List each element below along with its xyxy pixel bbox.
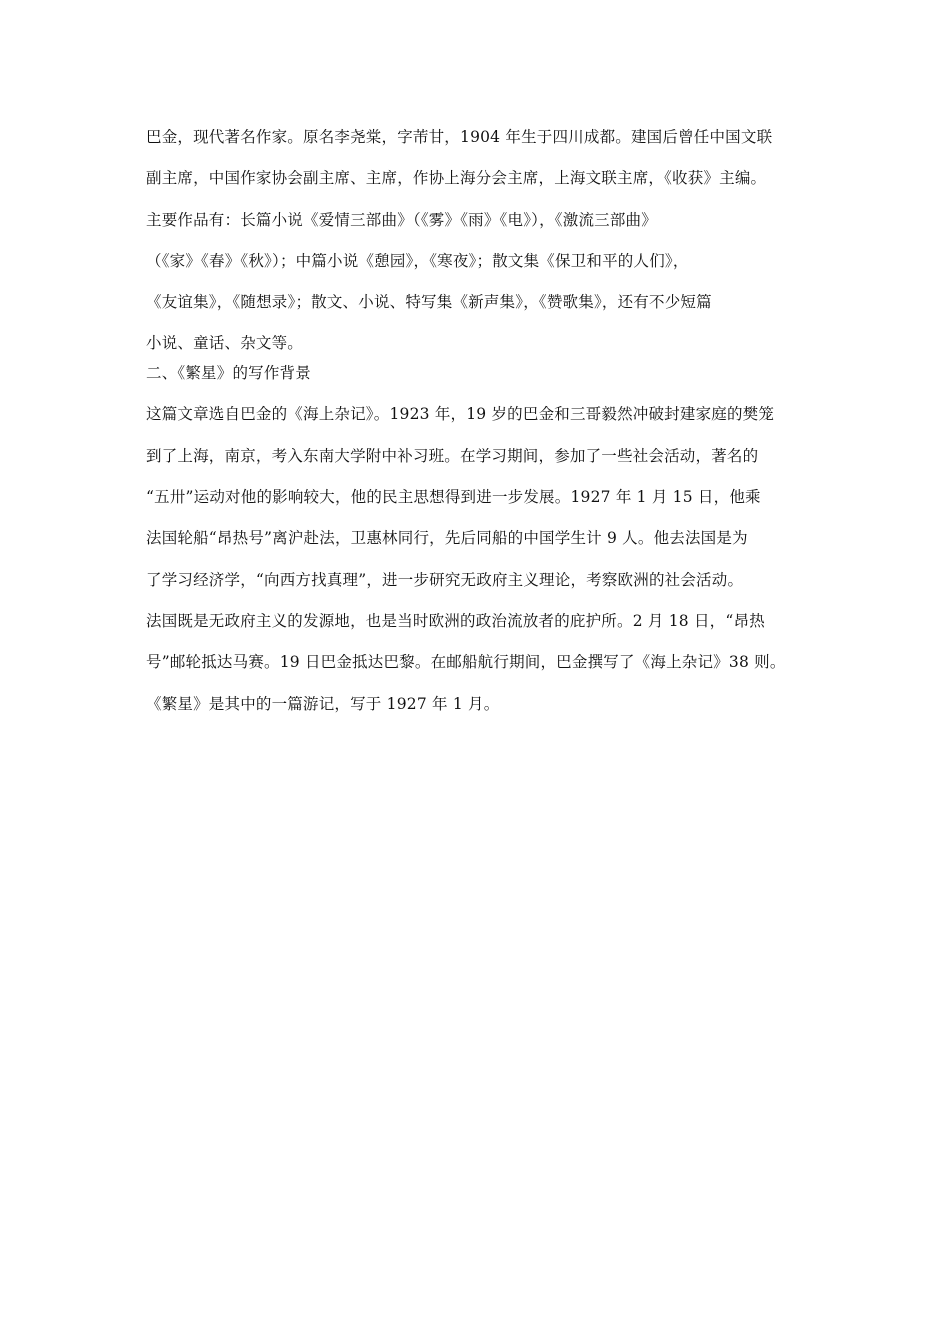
text-line: 这篇文章选自巴金的《海上杂记》。1923 年，19 岁的巴金和三哥毅然冲破封建家庭的樊笼 bbox=[146, 405, 775, 424]
text-line: 法国既是无政府主义的发源地，也是当时欧洲的政治流放者的庇护所。2 月 18 日，“昂热 bbox=[146, 611, 765, 630]
text-line: 主要作品有：长篇小说《爱情三部曲》（《雾》《雨》《电》），《激流三部曲》 bbox=[146, 210, 657, 229]
text-line: 小说、童话、杂文等。 bbox=[146, 334, 304, 353]
text-line: 巴金，现代著名作家。原名李尧棠，字芾甘，1904 年生于四川成都。建国后曾任中国文联 bbox=[146, 128, 773, 146]
text-line: （《家》《春》《秋》）；中篇小说《憩园》，《寒夜》；散文集《保卫和平的人们》， bbox=[146, 251, 689, 270]
text-line: 《友谊集》，《随想录》；散文、小说、特写集《新声集》，《赞歌集》，还有不少短篇 bbox=[146, 293, 712, 312]
section-heading: 二、《繁星》的写作背景 bbox=[146, 364, 311, 383]
text-line: 到了上海，南京，考入东南大学附中补习班。在学习期间，参加了一些社会活动，著名的 bbox=[146, 446, 759, 465]
text-line: 了学习经济学，“向西方找真理”，进一步研究无政府主义理论，考察欧洲的社会活动。 bbox=[146, 570, 744, 589]
text-line: “五卅”运动对他的影响较大，他的民主思想得到进一步发展。1927 年 1 月 15 日，他乘 bbox=[146, 488, 761, 507]
body-text bbox=[146, 122, 826, 730]
text-line: 号”邮轮抵达马赛。19 日巴金抵达巴黎。在邮船航行期间，巴金撰写了《海上杂记》38 则。 bbox=[146, 653, 786, 672]
text-line: 副主席，中国作家协会副主席、主席，作协上海分会主席，上海文联主席，《收获》主编。 bbox=[146, 169, 767, 188]
text-line: 法国轮船“昂热号”离沪赴法，卫惠林同行，先后同船的中国学生计 9 人。他去法国是为 bbox=[146, 529, 748, 548]
text-line: 《繁星》是其中的一篇游记，写于 1927 年 1 月。 bbox=[146, 694, 500, 713]
